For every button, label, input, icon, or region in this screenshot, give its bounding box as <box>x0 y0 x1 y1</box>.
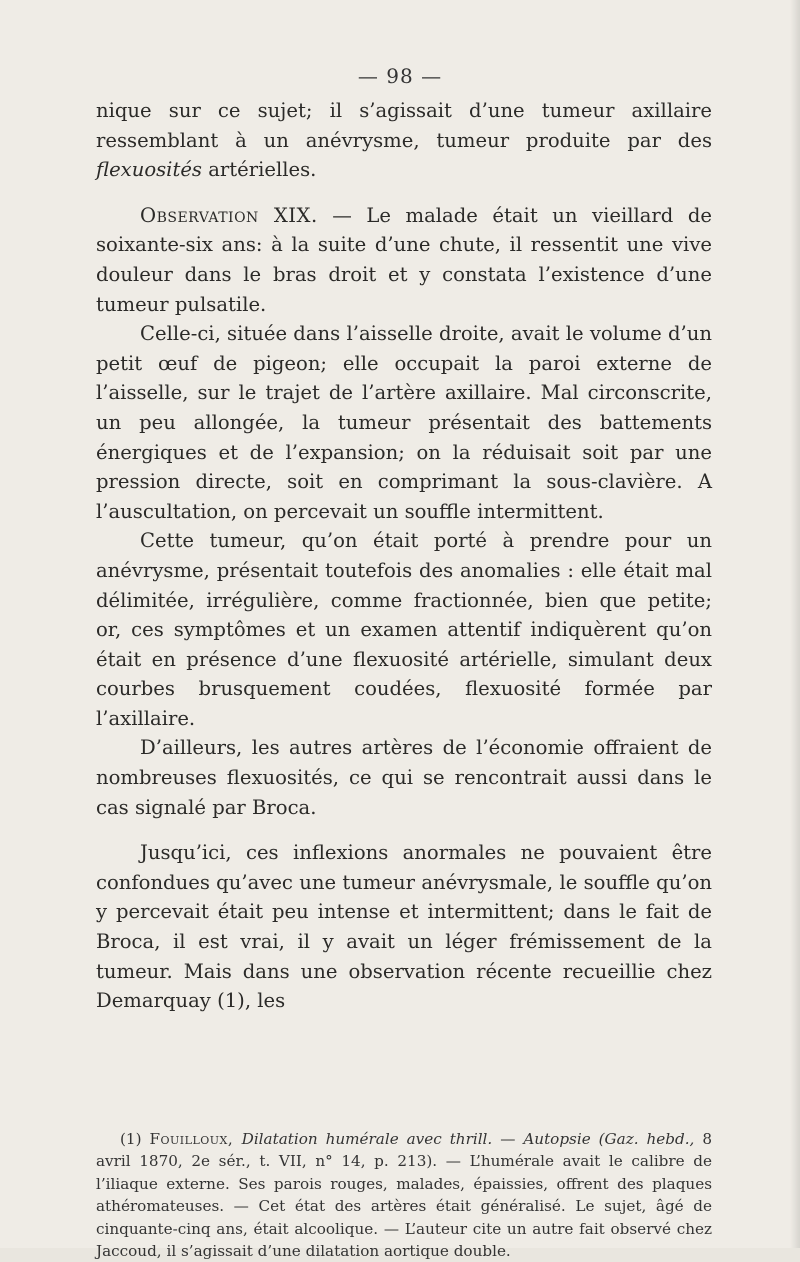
paragraph-1-italic: flexuosités <box>96 158 202 182</box>
footnote-title: Dilatation humérale avec thrill. <box>241 1130 493 1148</box>
paragraph-3: Celle-ci, située dans l’aisselle droite, avait le volume d’un petit œuf de pigeon; elle occupait la paroi externe de l’aisselle, sur le trajet de l’artère axillaire. Mal circonscrite, un peu allongée, la tumeur présentait des battements énergiques et de l’expansion; on la réduisait soit par une pression directe, soit en comprimant la sous-clavière. A l’auscultation, on percevait un souffle intermittent. <box>96 322 712 523</box>
footnote <box>96 1128 712 1262</box>
footnote-source: Autopsie (Gaz. hebd., <box>523 1130 695 1148</box>
paragraph-1 <box>96 96 712 185</box>
paragraph-5: D’ailleurs, les autres artères de l’économie offraient de nombreuses flexuosités, ce qui se rencontrait aussi dans le cas signalé par Broca. <box>96 736 712 819</box>
footnote-text <box>96 1128 712 1262</box>
footnote-author: Fouilloux, <box>149 1130 242 1148</box>
paragraph-4: Cette tumeur, qu’on était porté à prendre pour un anévrysme, présentait toutefois des anomalies : elle était mal délimitée, irrégulière, comme fractionnée, bien que petite; or, ces symptômes et un examen attentif indiquèrent qu’on était en présence d’une flexuosité artérielle, simulant deux courbes brusquement coudées, flexuosité formée par l’axillaire. <box>96 529 712 730</box>
paragraph-2-text: — Le malade était un vieillard de soixante-six ans: à la suite d’une chute, il ressentit une vive douleur dans le bras droit et y constata l’existence d’une tumeur pulsatile. <box>96 203 713 316</box>
main-text <box>96 96 712 1016</box>
paragraph-1-text-end: artérielles. <box>201 158 317 182</box>
footnote-marker: (1) <box>120 1130 150 1148</box>
footnote-rest: 8 avril 1870, 2e sér., t. VII, n° 14, p. 213). — L’humérale avait le calibre de l’iliaque externe. Ses parois rouges, malades, épaissies, offrent des plaques athéromateuses. — Cet état des artères était généralisé. Le sujet, âgé de cinquante-cinq ans, était alcoolique. — L’auteur cite un autre fait observé chez Jaccoud, il s’agissait d’une dilatation aortique double. <box>96 1130 712 1261</box>
footnote-dash: — <box>492 1130 524 1148</box>
paragraph-6: Jusqu’ici, ces inflexions anormales ne pouvaient être confondues qu’avec une tumeur anévrysmale, le souffle qu’on y percevait était peu intense et intermittent; dans le fait de Broca, il est vrai, il y avait un léger frémissement de la tumeur. Mais dans une observation récente recueillie chez Demarquay (1), les <box>96 841 712 1013</box>
page-number: — 98 — <box>357 64 443 88</box>
paragraph-observation <box>96 201 712 319</box>
observation-heading: Observation XIX. <box>140 203 318 227</box>
paragraph-1-text: nique sur ce sujet; il s’agissait d’une tumeur axillaire ressemblant à un anévrysme, tumeur produite par des <box>96 99 712 152</box>
